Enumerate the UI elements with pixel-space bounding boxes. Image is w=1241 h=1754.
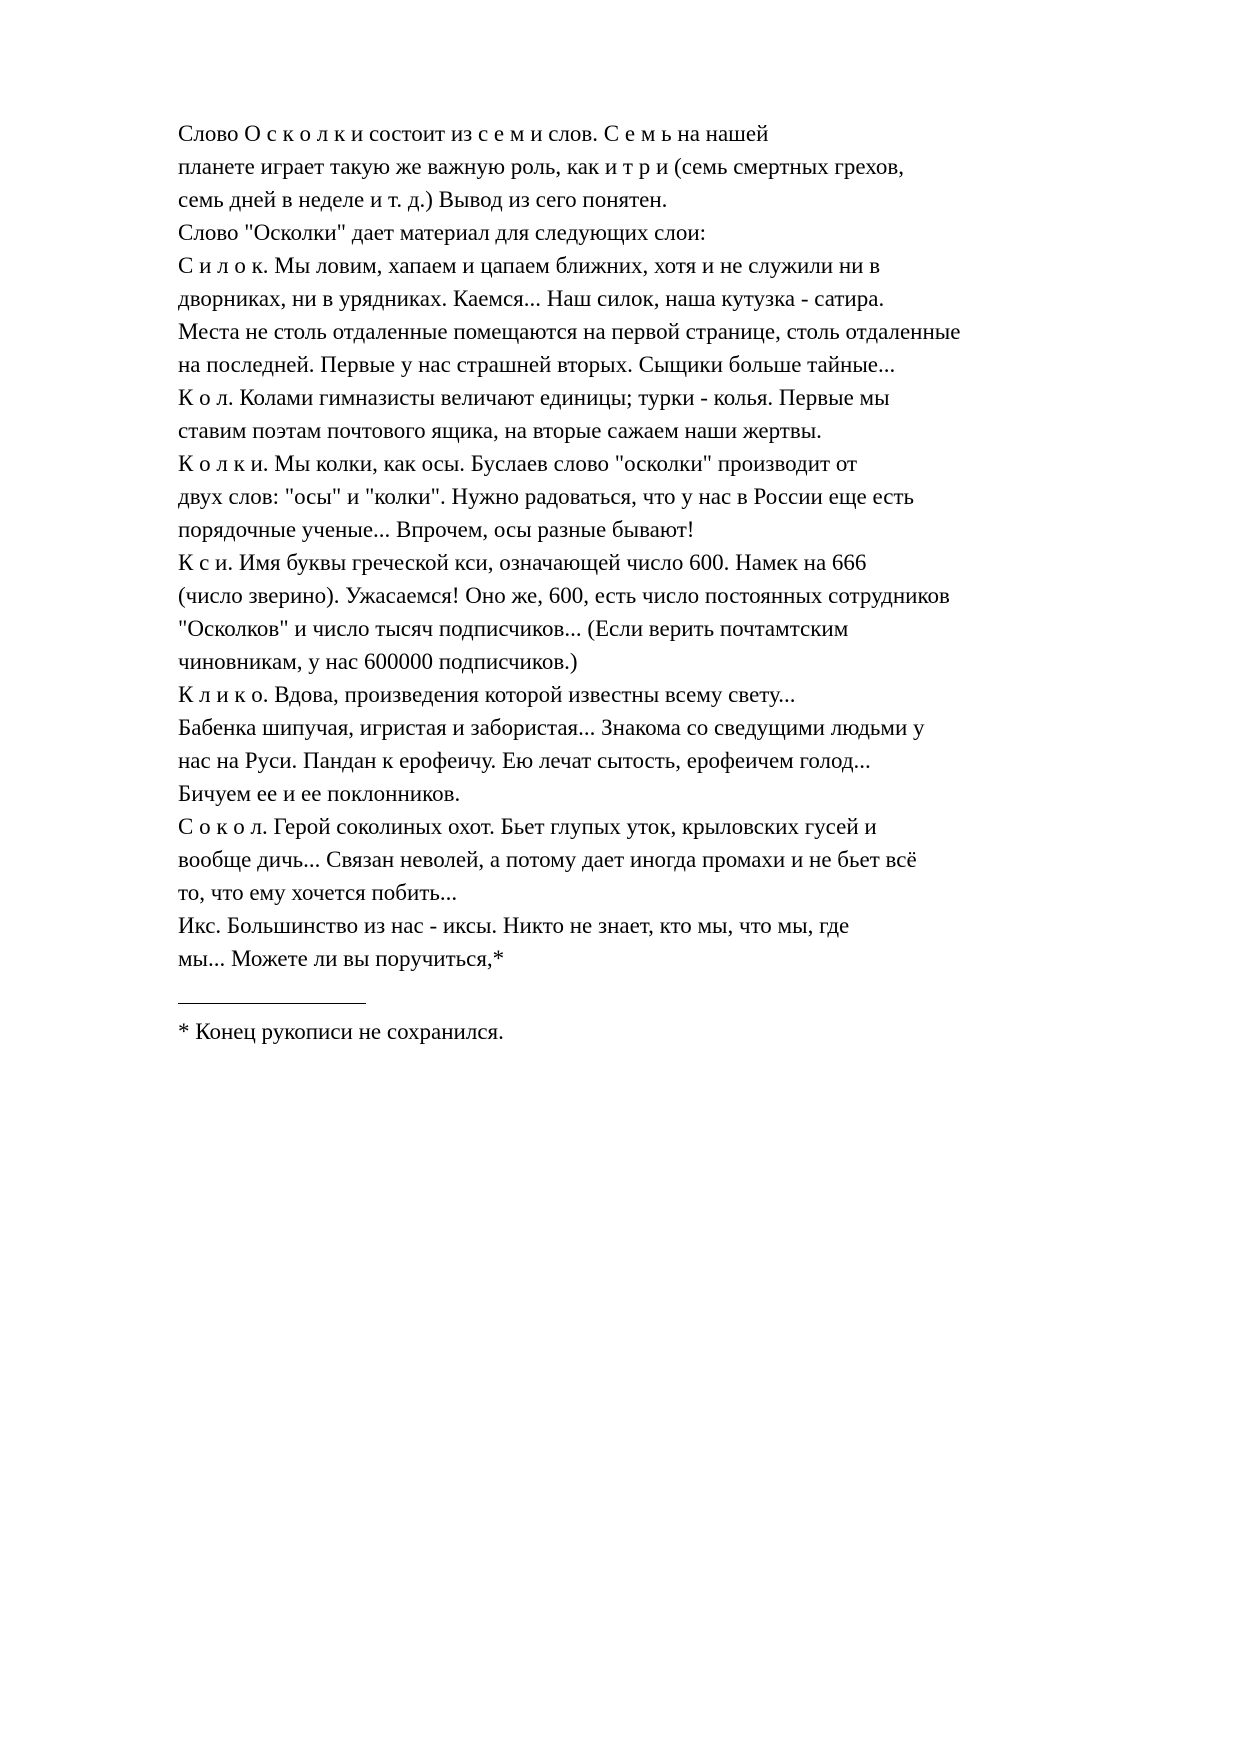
text-line: на последней. Первые у нас страшней вторых. Сыщики больше тайные... [178,352,896,377]
text-line: двух слов: "осы" и "колки". Нужно радоваться, что у нас в России еще есть [178,484,915,509]
text-line: Слово О с к о л к и состоит из с е м и слов. С е м ь на нашей [178,121,769,146]
text-line: С о к о л. Герой соколиных охот. Бьет глупых уток, крыловских гусей и [178,814,877,839]
text-line: К л и к о. Вдова, произведения которой известны всему свету... [178,682,796,707]
body-text [178,117,1078,975]
text-line: дворниках, ни в урядниках. Каемся... Наш силок, наша кутузка - сатира. [178,286,885,311]
text-line: то, что ему хочется побить... [178,880,458,905]
text-line: "Осколков" и число тысяч подписчиков... (Если верить почтамтским [178,616,849,641]
text-line: Места не столь отдаленные помещаются на первой странице, столь отдаленные [178,319,961,344]
text-line: ставим поэтам почтового ящика, на вторые сажаем наши жертвы. [178,418,822,443]
text-line: порядочные ученые... Впрочем, осы разные бывают! [178,517,695,542]
text-line: (число зверино). Ужасаемся! Оно же, 600, есть число постоянных сотрудников [178,583,950,608]
text-line: Икс. Большинство из нас - иксы. Никто не знает, кто мы, что мы, где [178,913,850,938]
text-line: Слово "Осколки" дает материал для следующих слои: [178,220,707,245]
text-line: Бабенка шипучая, игристая и забористая... Знакома со сведущими людьми у [178,715,925,740]
text-line: чиновникам, у нас 600000 подписчиков.) [178,649,578,674]
text-line: К с и. Имя буквы греческой кси, означающей число 600. Намек на 666 [178,550,867,575]
text-line: К о л к и. Мы колки, как осы. Буслаев слово "осколки" производит от [178,451,858,476]
text-line: вообще дичь... Связан неволей, а потому дает иногда промахи и не бьет всё [178,847,917,872]
footnote: * Конец рукописи не сохранился. [178,1019,504,1044]
text-line: планете играет такую же важную роль, как и т р и (семь смертных грехов, [178,154,904,179]
text-line: мы... Можете ли вы поручиться,* [178,946,505,971]
footnote-divider [178,1003,366,1004]
text-line: С и л о к. Мы ловим, хапаем и цапаем ближних, хотя и не служили ни в [178,253,881,278]
text-line: Бичуем ее и ее поклонников. [178,781,461,806]
text-line: семь дней в неделе и т. д.) Вывод из сего понятен. [178,187,668,212]
text-line: нас на Руси. Пандан к ерофеичу. Ею лечат сытость, ерофеичем голод... [178,748,871,773]
text-line: К о л. Колами гимназисты величают единицы; турки - колья. Первые мы [178,385,890,410]
